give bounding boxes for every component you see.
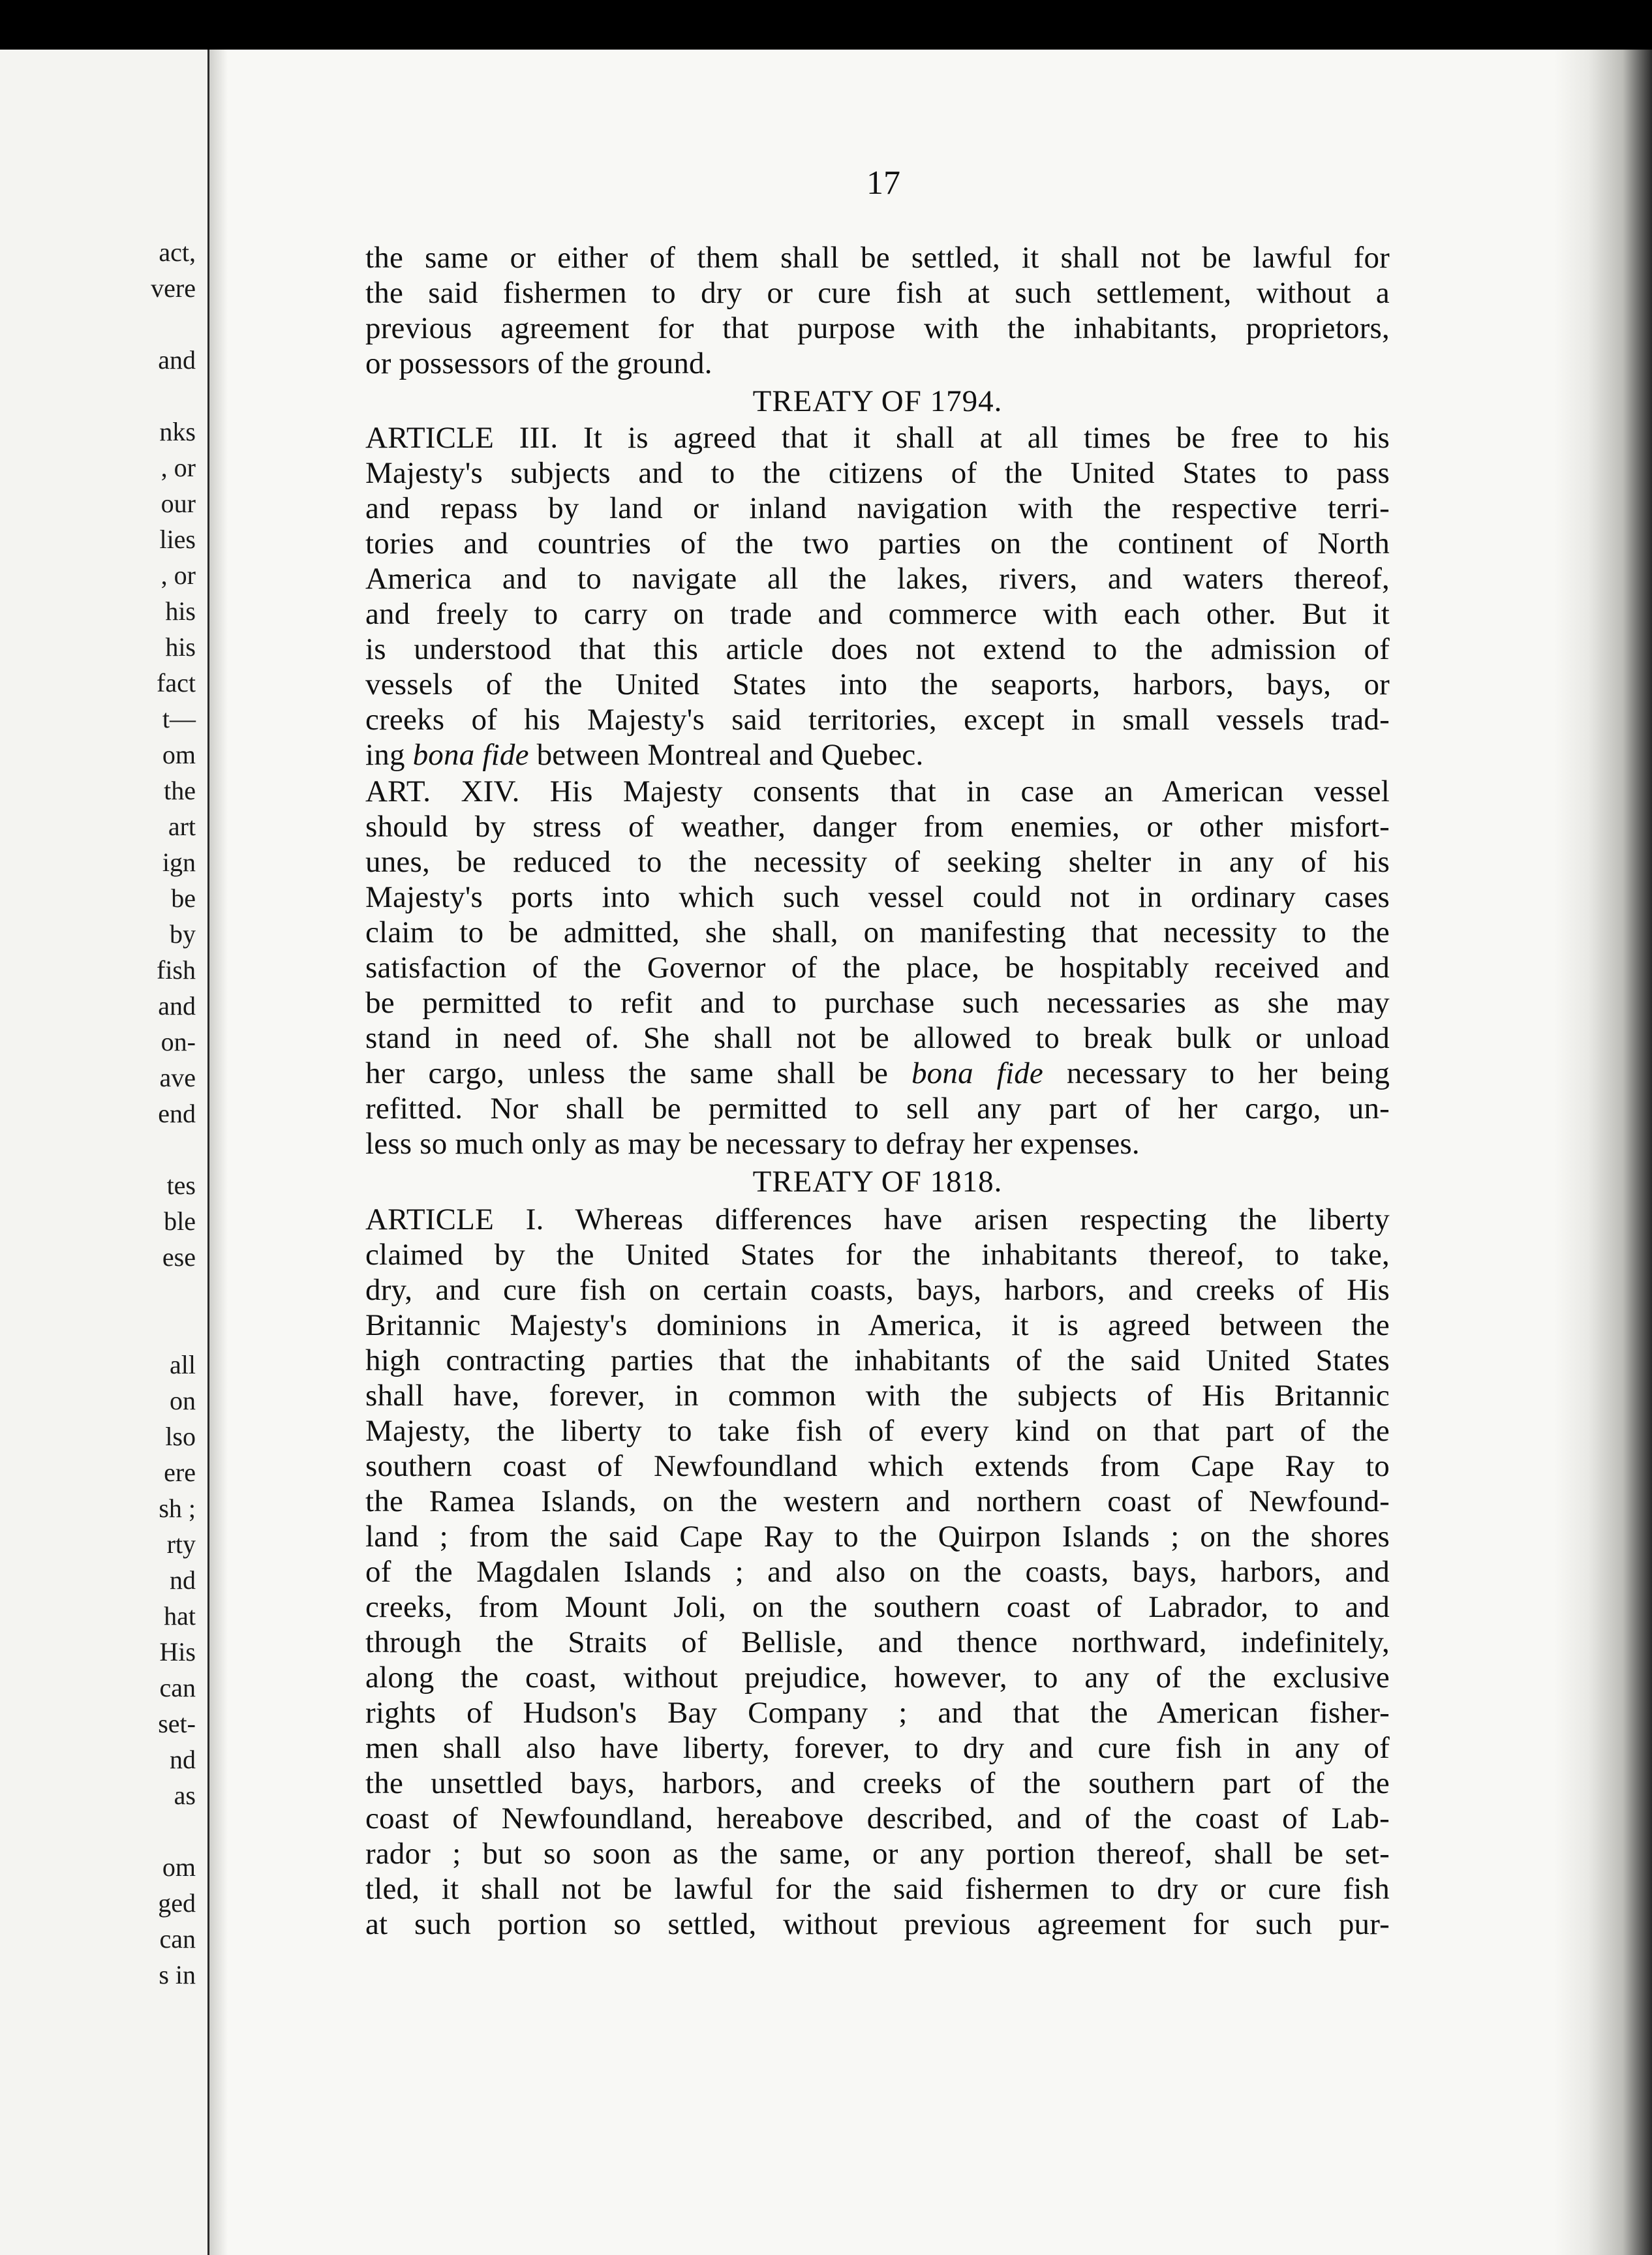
facing-page-text-fragment: our xyxy=(161,489,196,518)
text-line: of the Magdalen Islands ; and also on the coasts, bays, harbors, and xyxy=(365,1555,1390,1589)
facing-page-text-fragment: and xyxy=(158,991,196,1020)
facing-page-text-fragment: his xyxy=(165,632,196,662)
text-line: ARTICLE I. Whereas differences have arisen respecting the liberty xyxy=(365,1203,1390,1236)
facing-page-text-fragment: can xyxy=(159,1924,196,1954)
text-line: rador ; but so soon as the same, or any portion thereof, shall be set- xyxy=(365,1837,1390,1871)
book-page xyxy=(0,50,1652,2255)
text-line: ARTICLE III. It is agreed that it shall at all times be free to his xyxy=(365,421,1390,455)
facing-page-text-fragment: can xyxy=(159,1673,196,1702)
facing-page-text-fragment: be xyxy=(171,883,196,913)
text-line: or possessors of the ground. xyxy=(365,346,712,380)
text-line: Majesty's subjects and to the citizens of the United States to pass xyxy=(365,456,1390,490)
text-line: along the coast, without prejudice, however, to any of the exclusive xyxy=(365,1661,1390,1695)
text-line: America and to navigate all the lakes, rivers, and waters thereof, xyxy=(365,562,1390,596)
facing-page-text-fragment: , or xyxy=(161,560,196,590)
facing-page-text-fragment: the xyxy=(164,776,196,805)
facing-page-text-fragment: all xyxy=(170,1350,196,1379)
text-line: southern coast of Newfoundland which extends from Cape Ray to xyxy=(365,1449,1390,1483)
text-line: claim to be admitted, she shall, on manifesting that necessity to the xyxy=(365,915,1390,949)
facing-page-text-fragment: om xyxy=(162,740,196,769)
text-line: be permitted to refit and to purchase such necessaries as she may xyxy=(365,986,1390,1020)
facing-page-text-fragment: nd xyxy=(170,1565,196,1595)
facing-page-text-fragment: ble xyxy=(164,1206,196,1236)
text-line: refitted. Nor shall be permitted to sell any part of her cargo, un- xyxy=(365,1092,1390,1126)
facing-page-text-fragment: act, xyxy=(159,238,196,267)
facing-page-text-fragment: rty xyxy=(166,1529,196,1559)
text-line: tled, it shall not be lawful for the said fishermen to dry or cure fish xyxy=(365,1872,1390,1906)
facing-page-text-fragment: fact xyxy=(157,668,196,698)
text-line: the unsettled bays, harbors, and creeks of the southern part of the xyxy=(365,1766,1390,1800)
page-number: 17 xyxy=(866,164,900,202)
facing-page-text-fragment: his xyxy=(165,596,196,626)
facing-page-text-fragment: ign xyxy=(162,848,196,877)
facing-page-text-fragment: His xyxy=(159,1637,196,1666)
facing-page-text-fragment: lies xyxy=(159,525,196,554)
facing-page-text-fragment: art xyxy=(168,812,196,841)
text-line: is understood that this article does not extend to the admission of xyxy=(365,632,1390,666)
text-line: less so much only as may be necessary to defray her expenses. xyxy=(365,1127,1140,1161)
text-line: dry, and cure fish on certain coasts, bays, harbors, and creeks of His xyxy=(365,1273,1390,1307)
text-line: land ; from the said Cape Ray to the Quirpon Islands ; on the shores xyxy=(365,1520,1390,1554)
text-line: should by stress of weather, danger from enemies, or other misfort- xyxy=(365,810,1390,844)
section-heading: TREATY OF 1794. xyxy=(752,384,1003,418)
facing-page-text-fragment: ged xyxy=(158,1888,196,1918)
facing-page-text-fragment: hat xyxy=(164,1601,196,1631)
text-line: and repass by land or inland navigation with the respective terri- xyxy=(365,491,1390,525)
text-line: the Ramea Islands, on the western and northern coast of Newfound- xyxy=(365,1484,1390,1518)
facing-page-text-fragment: ere xyxy=(164,1458,196,1487)
facing-page-text-fragment: end xyxy=(158,1099,196,1128)
facing-page-text-fragment: om xyxy=(162,1852,196,1882)
facing-page-text-fragment: vere xyxy=(151,273,196,303)
facing-page-fragment xyxy=(0,50,209,2255)
facing-page-text-fragment: fish xyxy=(157,955,196,985)
text-line: the same or either of them shall be settled, it shall not be lawful for xyxy=(365,241,1390,275)
text-line: high contracting parties that the inhabitants of the said United States xyxy=(365,1343,1390,1377)
facing-page-text-fragment: and xyxy=(158,345,196,375)
gutter-shadow xyxy=(209,50,228,2255)
text-line: previous agreement for that purpose with the inhabitants, proprietors, xyxy=(365,311,1390,345)
facing-page-text-fragment: tes xyxy=(166,1171,196,1200)
facing-page-text-fragment: ese xyxy=(162,1242,196,1272)
text-line: stand in need of. She shall not be allowed to break bulk or unload xyxy=(365,1021,1390,1055)
text-line: Majesty, the liberty to take fish of every kind on that part of the xyxy=(365,1414,1390,1448)
text-line: satisfaction of the Governor of the place, be hospitably received and xyxy=(365,951,1390,985)
text-line: claimed by the United States for the inhabitants thereof, to take, xyxy=(365,1238,1390,1272)
text-line: and freely to carry on trade and commerce with each other. But it xyxy=(365,597,1390,631)
facing-page-text-fragment: ave xyxy=(159,1063,196,1092)
text-line: creeks, from Mount Joli, on the southern coast of Labrador, to and xyxy=(365,1590,1390,1624)
text-line: Majesty's ports into which such vessel could not in ordinary cases xyxy=(365,880,1390,914)
text-line: her cargo, unless the same shall be bona fide necessary to her being xyxy=(365,1056,1390,1090)
text-line: vessels of the United States into the seaports, harbors, bays, or xyxy=(365,667,1390,701)
text-line: creeks of his Majesty's said territories, except in small vessels trad- xyxy=(365,703,1390,737)
facing-page-text-fragment: set- xyxy=(158,1709,196,1738)
text-line: coast of Newfoundland, hereabove described, and of the coast of Lab- xyxy=(365,1802,1390,1835)
page-edge-shadow xyxy=(1554,50,1652,2255)
facing-page-text-fragment: lso xyxy=(165,1422,196,1451)
text-line: unes, be reduced to the necessity of seeking shelter in any of his xyxy=(365,845,1390,879)
text-line: rights of Hudson's Bay Company ; and that the American fisher- xyxy=(365,1696,1390,1730)
facing-page-text-fragment: sh ; xyxy=(159,1494,196,1523)
facing-page-text-fragment: , or xyxy=(161,453,196,482)
facing-page-text-fragment: nks xyxy=(159,417,196,446)
text-line: through the Straits of Bellisle, and thence northward, indefinitely, xyxy=(365,1625,1390,1659)
facing-page-text-fragment: t— xyxy=(162,704,196,733)
facing-page-text-fragment: by xyxy=(170,919,196,949)
text-line: ing bona fide between Montreal and Quebec. xyxy=(365,738,924,772)
text-line: Britannic Majesty's dominions in America, it is agreed between the xyxy=(365,1308,1390,1342)
facing-page-text-fragment: s in xyxy=(159,1960,196,1989)
text-line: shall have, forever, in common with the subjects of His Britannic xyxy=(365,1379,1390,1413)
section-heading: TREATY OF 1818. xyxy=(752,1165,1003,1199)
facing-page-text-fragment: as xyxy=(174,1781,196,1810)
text-line: the said fishermen to dry or cure fish at such settlement, without a xyxy=(365,276,1390,310)
text-line: tories and countries of the two parties on the continent of North xyxy=(365,527,1390,560)
text-line: ART. XIV. His Majesty consents that in case an American vessel xyxy=(365,775,1390,808)
facing-page-text-fragment: on xyxy=(170,1386,196,1415)
text-line: at such portion so settled, without previous agreement for such pur- xyxy=(365,1907,1390,1941)
text-line: men shall also have liberty, forever, to dry and cure fish in any of xyxy=(365,1731,1390,1765)
facing-page-text-fragment: nd xyxy=(170,1745,196,1774)
facing-page-text-fragment: on- xyxy=(161,1027,196,1056)
